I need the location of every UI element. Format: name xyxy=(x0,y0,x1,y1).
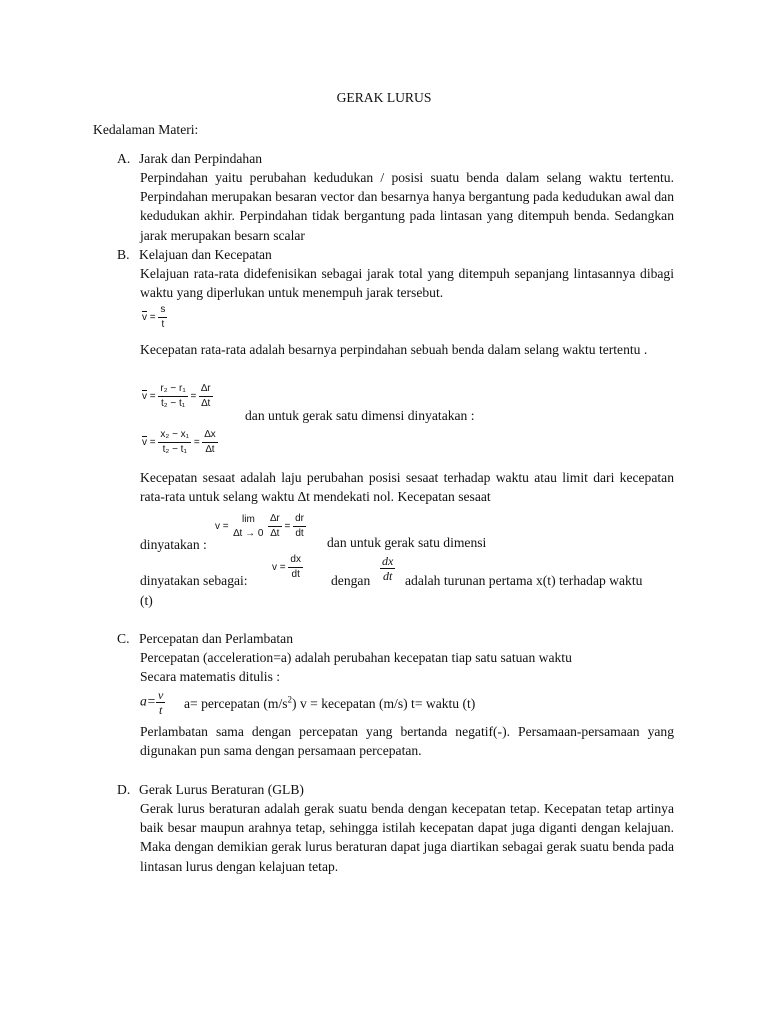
section-letter: D. xyxy=(117,782,131,797)
avg-velocity-1d-formula: $\overline{v}$ = $\frac{\text{x₂ − x₁}}{\text{t₂ − t₁}}$ = $\frac{\Delta x}{\Delta t}$ xyxy=(142,429,216,455)
section-letter: A. xyxy=(117,151,131,166)
section-title: Jarak dan Perpindahan xyxy=(139,151,263,166)
acceleration-legend: a= percepatan $(m/s^2) v$ = kecepatan (m/s) t= waktu (t) xyxy=(184,694,476,711)
dx-dt-inline: $\frac{dx}{dt}$ xyxy=(382,554,394,583)
section-a-paragraph: Perpindahan yaitu perubahan kedudukan / posisi suatu benda dalam selang waktu tertentu. Perpindahan merupakan besaran vector dan besarnya hanya bergantung pada kedudukan awal dan kedudukan akhir. Perpindahan tidak bergantung pada lintasan yang ditempuh benda. Sedangkan jarak merupakan besarn scalar xyxy=(140,170,674,243)
speed-paragraph: Kelajuan rata-rata didefenisikan sebagai jarak total yang ditempuh sepanjang lintasannya dibagi waktu yang diperlukan untuk menempuh jarak tersebut. xyxy=(140,266,674,301)
stated-one-dim: dan untuk gerak satu dimensi xyxy=(327,535,487,550)
t-text: (t) xyxy=(140,593,153,608)
acceleration-definition: Percepatan (acceleration=a) adalah perubahan kecepatan tiap satu satuan waktu xyxy=(140,650,572,665)
stated-as-label: dinyatakan sebagai: xyxy=(140,573,248,588)
page-title: GERAK LURUS xyxy=(336,90,432,105)
instant-velocity-paragraph: Kecepatan sesaat adalah laju perubahan posisi sesaat terhadap waktu atau limit dari kecepatan rata-rata untuk selang waktu ∆t mendekati nol. Kecepatan sesaat xyxy=(140,470,674,505)
with-text: dengan xyxy=(331,573,371,588)
velocity-paragraph: Kecepatan rata-rata adalah besarnya perpindahan sebuah benda dalam selang waktu tertentu . xyxy=(140,342,648,357)
section-title: Kelajuan dan Kecepatan xyxy=(139,247,272,262)
section-title: Percepatan dan Perlambatan xyxy=(139,631,293,646)
avg-velocity-vector-formula: $\overline{v}$ = $\frac{\text{r₂ − r₁}}{\text{t₂ − t₁}}$ = $\frac{\Delta r}{\Delta t}$ xyxy=(142,383,211,409)
one-dim-text: dan untuk gerak satu dimensi dinyatakan : xyxy=(245,408,475,423)
stated-label: dinyatakan : xyxy=(140,537,207,552)
glb-paragraph: Gerak lurus beraturan adalah gerak suatu benda dengan kecepatan tetap. Kecepatan tetap artinya baik besar maupun arahnya tetap, sehingga istilah kecepatan dapat juga diganti dengan kelajuan. Maka dengan demikian gerak lurus beraturan dapat juga diartikan sebagai gerak suatu benda pada lintasan lurus dengan kelajuan tetap. xyxy=(140,801,674,874)
section-letter: B. xyxy=(117,247,130,262)
acceleration-formula: a= $\frac{v}{t}$ xyxy=(140,688,164,717)
deceleration-paragraph: Perlambatan sama dengan percepatan yang bertanda negatif(-). Persamaan-persamaan yang digunakan pun sama dengan persamaan percepatan. xyxy=(140,724,674,759)
derivative-text: adalah turunan pertama x(t) terhadap waktu xyxy=(405,573,643,588)
math-written-label: Secara matematis ditulis : xyxy=(140,669,281,684)
instant-velocity-formula: v = lim ∆t → 0 $\frac{\Delta r}{\Delta t}$ = $\frac{dr}{dt}$ xyxy=(215,513,304,539)
section-letter: C. xyxy=(117,631,130,646)
avg-speed-formula: $\overline{v}$ = $\frac{s}{t}$ xyxy=(142,304,166,330)
derivative-formula: v = $\frac{dx}{dt}$ xyxy=(272,554,301,580)
section-title: Gerak Lurus Beraturan (GLB) xyxy=(139,782,304,797)
intro-label: Kedalaman Materi: xyxy=(93,122,199,137)
